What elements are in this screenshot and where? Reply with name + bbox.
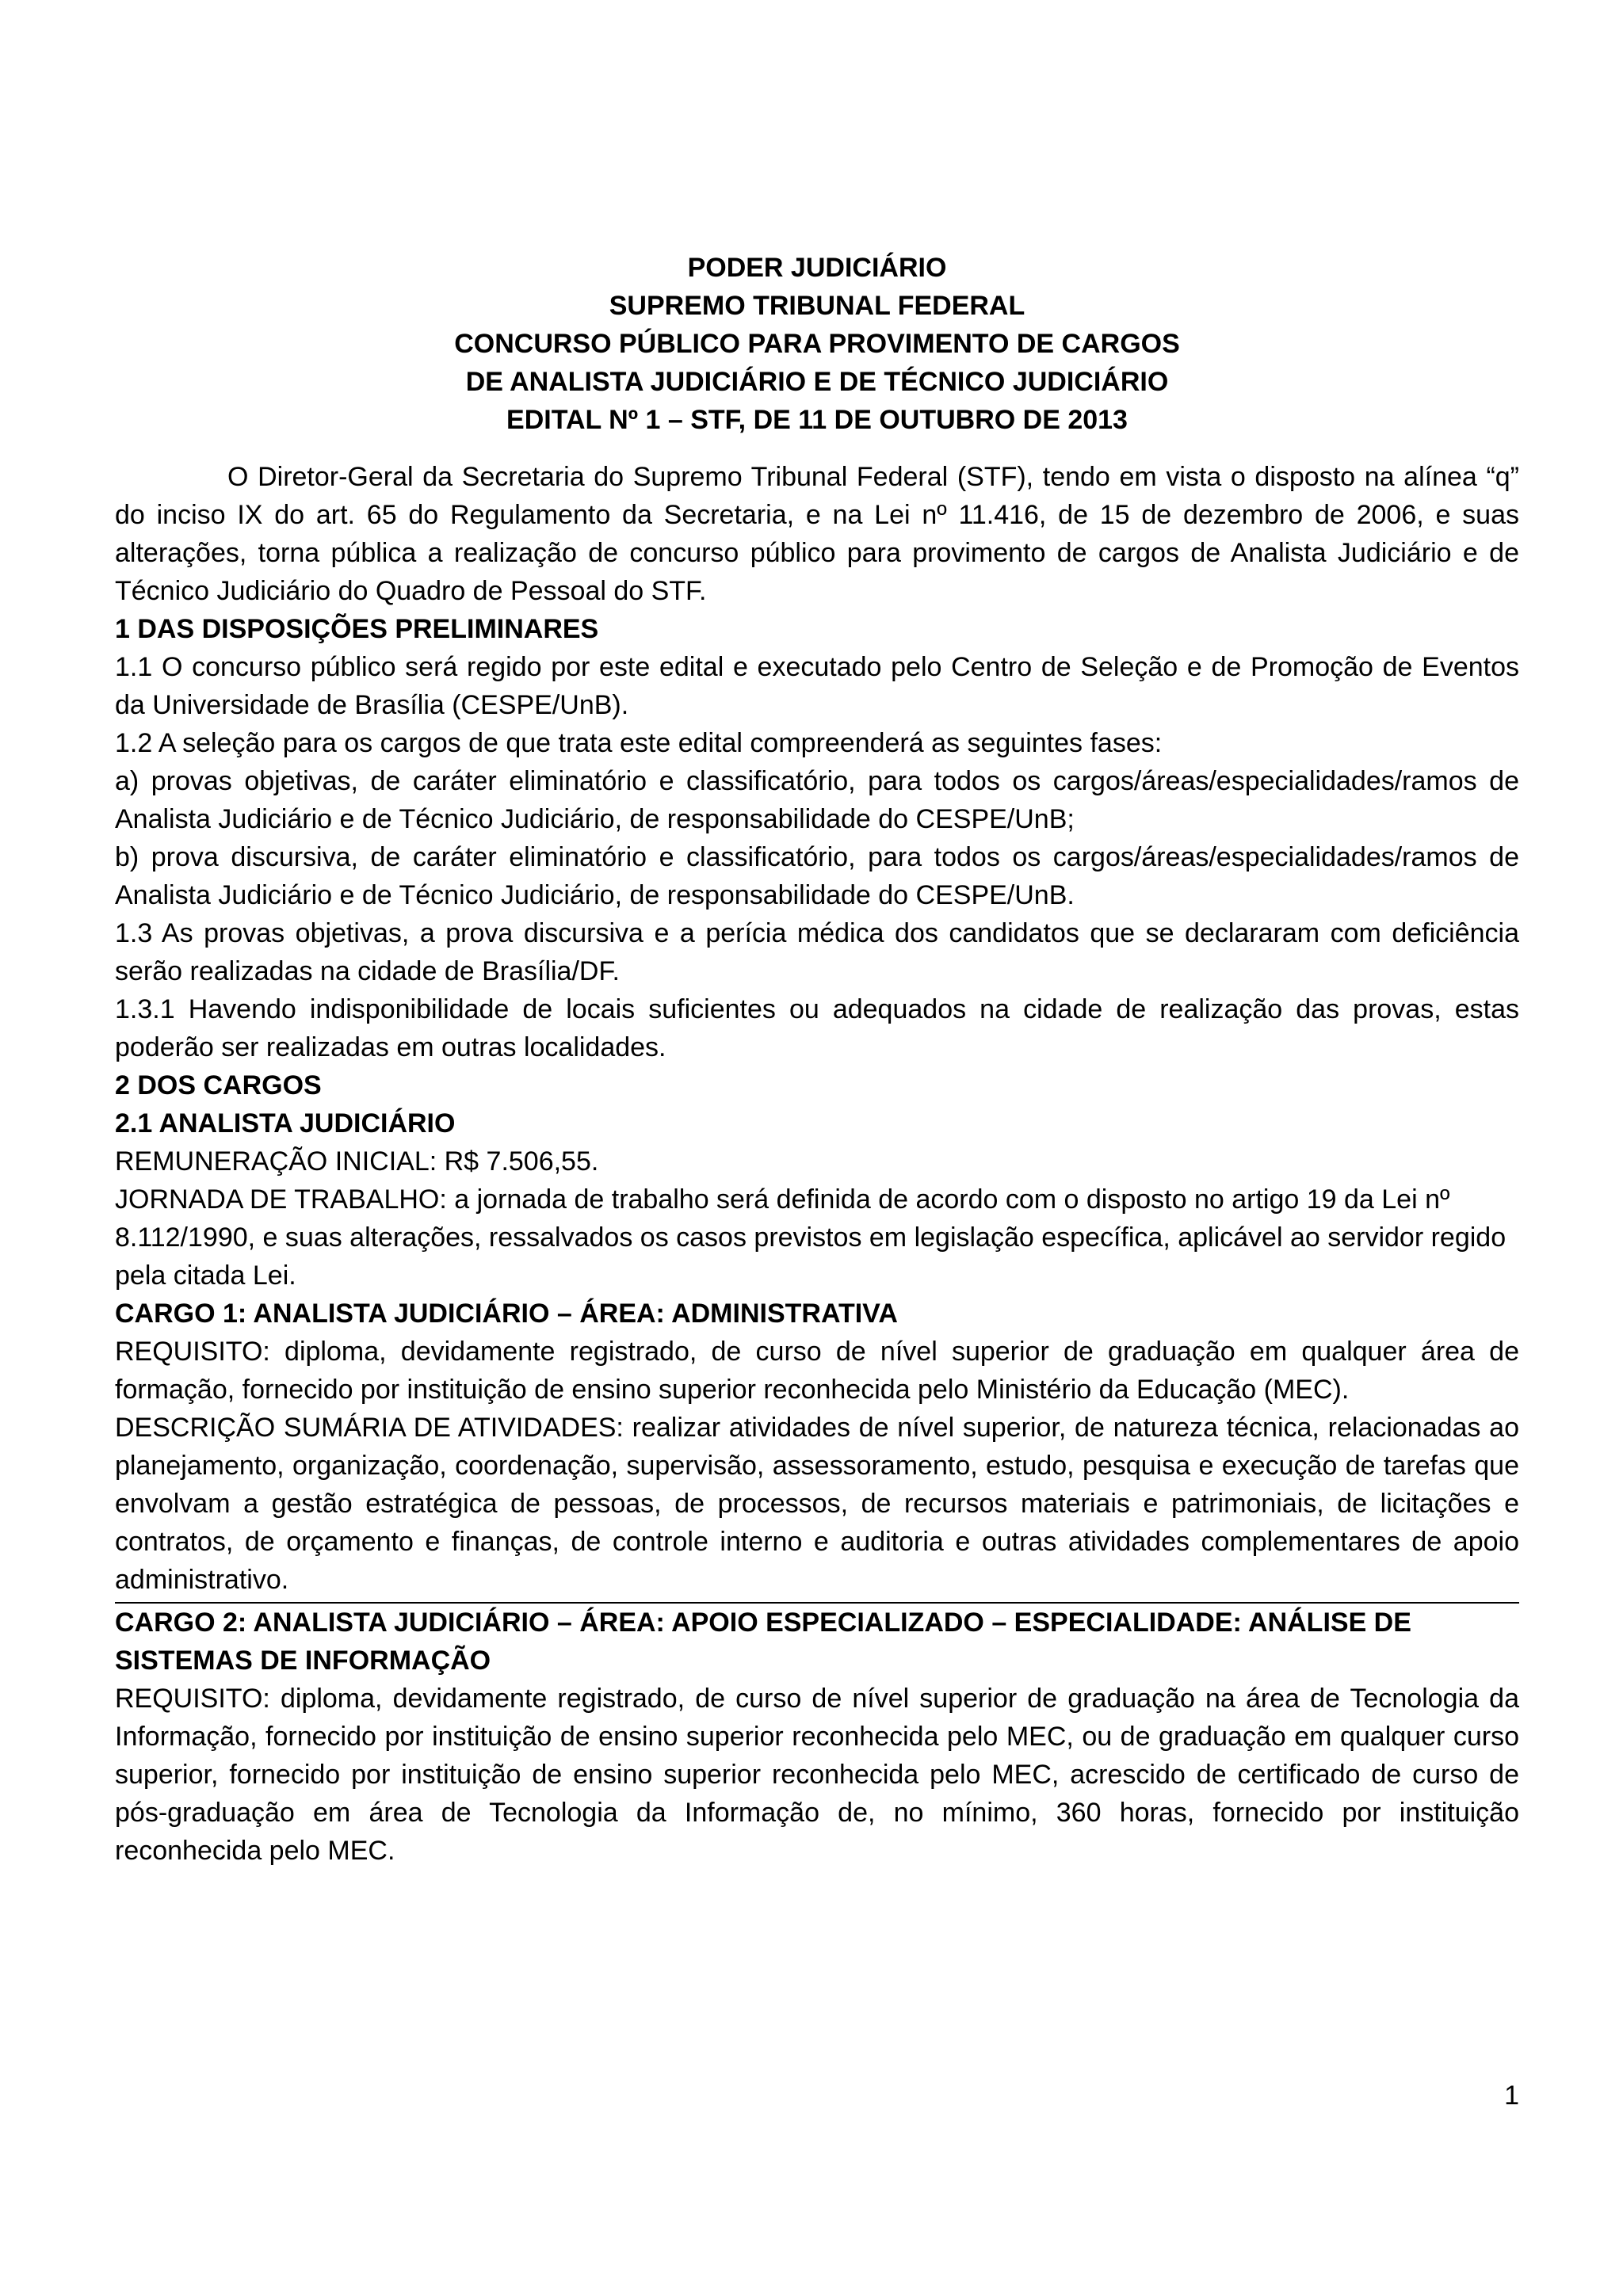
cargo-1-requisito: REQUISITO: diploma, devidamente registrado, de curso de nível superior de graduação em qualquer área de formação, fornecido por instituição de ensino superior reconhecida pelo Ministério da Educação (MEC). bbox=[115, 1337, 1519, 1405]
document-page bbox=[115, 249, 1519, 1870]
list-item-a: a) provas objetivas, de caráter eliminatório e classificatório, para todos os cargos/áreas/especialidades/ramos de Analista Judiciário e de Técnico Judiciário, de responsabilidade do CESPE/UnB; bbox=[115, 766, 1519, 834]
header-line-edital: EDITAL Nº 1 – STF, DE 11 DE OUTUBRO DE 2013 bbox=[506, 405, 1128, 435]
cargo-2-title: CARGO 2: ANALISTA JUDICIÁRIO – ÁREA: APOIO ESPECIALIZADO – ESPECIALIDADE: ANÁLISE DE SISTEMAS DE INFORMAÇÃO bbox=[115, 1602, 1519, 1680]
cargo-1-descricao: DESCRIÇÃO SUMÁRIA DE ATIVIDADES: realizar atividades de nível superior, de natureza técnica, relacionadas ao planejamento, organização, coordenação, supervisão, assessoramento, estudo, pesquisa e execução de tarefas que envolvam a gestão estratégica de pessoas, de processos, de recursos materiais e patrimoniais, de licitações e contratos, de orçamento e finanças, de controle interno e auditoria e outras atividades complementares de apoio administrativo. bbox=[115, 1413, 1519, 1595]
paragraph-1-1: 1.1 O concurso público será regido por este edital e executado pelo Centro de Seleção e de Promoção de Eventos da Universidade de Brasília (CESPE/UnB). bbox=[115, 652, 1519, 720]
header-line-cargos: DE ANALISTA JUDICIÁRIO E DE TÉCNICO JUDICIÁRIO bbox=[465, 367, 1169, 397]
list-item-b: b) prova discursiva, de caráter eliminatório e classificatório, para todos os cargos/áreas/especialidades/ramos de Analista Judiciário e de Técnico Judiciário, de responsabilidade do CESPE/UnB. bbox=[115, 842, 1519, 910]
section-1-title: 1 DAS DISPOSIÇÕES PRELIMINARES bbox=[115, 614, 599, 644]
page-number: 1 bbox=[1504, 2081, 1519, 2111]
jornada-text: JORNADA DE TRABALHO: a jornada de trabalho será definida de acordo com o disposto no artigo 19 da Lei nº 8.112/1990, e suas alterações, ressalvados os casos previstos em legislação específica, aplicável ao servidor regido pela citada Lei. bbox=[115, 1184, 1507, 1291]
cargo-1-title: CARGO 1: ANALISTA JUDICIÁRIO – ÁREA: ADMINISTRATIVA bbox=[115, 1299, 898, 1329]
cargo-2-requisito: REQUISITO: diploma, devidamente registrado, de curso de nível superior de graduação na área de Tecnologia da Informação, fornecido por instituição de ensino superior reconhecida pelo MEC, ou de graduação em qualquer curso superior, fornecido por instituição de ensino superior reconhecida pelo MEC, acrescido de certificado de curso de pós-graduação em área de Tecnologia da Informação de, no mínimo, 360 horas, fornecido por instituição reconhecida pelo MEC. bbox=[115, 1684, 1519, 1866]
intro-paragraph: O Diretor-Geral da Secretaria do Supremo Tribunal Federal (STF), tendo em vista o disposto na alínea “q” do inciso IX do art. 65 do Regulamento da Secretaria, e na Lei nº 11.416, de 15 de dezembro de 2006, e suas alterações, torna pública a realização de concurso público para provimento de cargos de Analista Judiciário e de Técnico Judiciário do Quadro de Pessoal do STF. bbox=[115, 462, 1519, 606]
spacer bbox=[115, 439, 1519, 458]
paragraph-1-3-1: 1.3.1 Havendo indisponibilidade de locais suficientes ou adequados na cidade de realização das provas, estas poderão ser realizadas em outras localidades. bbox=[115, 994, 1519, 1062]
section-2-title: 2 DOS CARGOS bbox=[115, 1070, 322, 1100]
header-line-concurso: CONCURSO PÚBLICO PARA PROVIMENTO DE CARGOS bbox=[454, 329, 1180, 359]
document-header bbox=[115, 249, 1519, 439]
paragraph-1-2: 1.2 A seleção para os cargos de que trata este edital compreenderá as seguintes fases: bbox=[115, 728, 1163, 758]
subsection-2-1-title: 2.1 ANALISTA JUDICIÁRIO bbox=[115, 1108, 456, 1138]
header-line-stf: SUPREMO TRIBUNAL FEDERAL bbox=[609, 291, 1025, 321]
paragraph-1-3: 1.3 As provas objetivas, a prova discursiva e a perícia médica dos candidatos que se declararam com deficiência serão realizadas na cidade de Brasília/DF. bbox=[115, 918, 1519, 986]
remuneracao-text: REMUNERAÇÃO INICIAL: R$ 7.506,55. bbox=[115, 1146, 599, 1177]
header-line-poder-judiciario: PODER JUDICIÁRIO bbox=[687, 253, 947, 283]
